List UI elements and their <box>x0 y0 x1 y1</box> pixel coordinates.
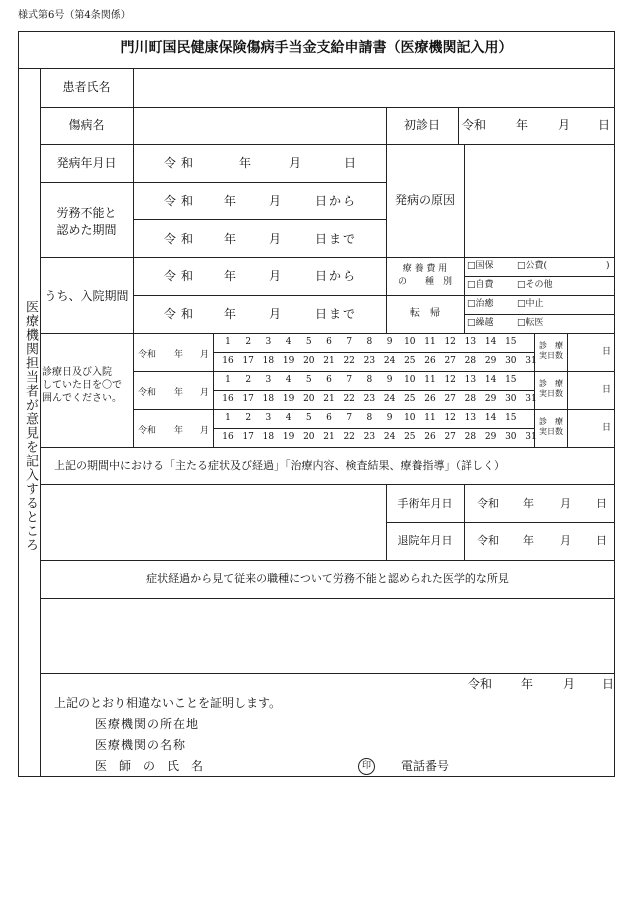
era-label: 令和 <box>164 232 199 246</box>
calendar-day-cell[interactable]: 12 <box>444 337 456 347</box>
calendar-day-cell[interactable]: 10 <box>404 413 416 423</box>
era-label: 令和 <box>164 194 199 208</box>
calendar-day-cell[interactable]: 2 <box>245 375 252 385</box>
calendar-day-cell[interactable]: 11 <box>424 375 436 385</box>
calendar-day-cell[interactable]: 22 <box>343 394 355 404</box>
month-label: 月 <box>269 194 282 208</box>
calendar-day-cell[interactable]: 5 <box>305 413 312 423</box>
calendar-day-cell[interactable]: 14 <box>484 375 497 385</box>
month-label: 月 <box>560 497 571 510</box>
form-number-label: 様式第6号（第4条関係） <box>18 10 131 21</box>
era-label: 令和 <box>468 677 493 691</box>
incapacity-from-field[interactable] <box>134 183 386 219</box>
calendar-day-cell[interactable]: 13 <box>464 337 477 347</box>
medical-fee-label-line1: 療 養 費 用 <box>402 264 448 274</box>
opinion-field[interactable] <box>41 599 614 673</box>
month-label: 月 <box>200 350 210 360</box>
calendar-day-cell[interactable]: 17 <box>242 394 254 404</box>
hospitalization-from-field[interactable] <box>134 258 386 295</box>
checkbox-chushi[interactable]: □中止 <box>517 299 544 309</box>
year-label: 年 <box>174 426 184 436</box>
day-label: 日 <box>602 677 615 691</box>
checkbox-sonota[interactable]: □その他 <box>517 280 553 290</box>
day-suffix: 日 <box>601 385 611 395</box>
year-label: 年 <box>224 232 237 246</box>
checkbox-kouhi[interactable]: □公費( <box>517 261 548 271</box>
month-label: 月 <box>269 232 282 246</box>
calendar-day-cell[interactable]: 7 <box>346 413 353 423</box>
calendar-day-cell[interactable]: 4 <box>285 375 292 385</box>
calendar-day-cell[interactable]: 9 <box>386 413 393 423</box>
instruction-line: 囲んでください。 <box>42 393 122 404</box>
month-label: 月 <box>269 307 282 321</box>
to-suffix: 日まで <box>315 307 358 321</box>
calendar-day-cell[interactable]: 4 <box>285 337 292 347</box>
medical-fee-label-line2: の 種 別 <box>397 277 452 287</box>
facility-location-label: 医療機関の所在地 <box>95 717 200 731</box>
calendar-day-cell[interactable]: 18 <box>262 356 275 366</box>
calendar-day-cell[interactable]: 15 <box>505 337 517 347</box>
calendar-day-cell[interactable]: 29 <box>484 432 497 442</box>
calendar-day-cell[interactable]: 13 <box>464 413 477 423</box>
calendar-day-cell[interactable]: 8 <box>366 337 373 347</box>
from-suffix: 日から <box>315 194 358 208</box>
calendar-day-cell[interactable]: 18 <box>262 394 275 404</box>
calendar-day-cell[interactable]: 7 <box>346 375 353 385</box>
calendar-day-cell[interactable]: 27 <box>444 356 456 366</box>
calendar-day-cell[interactable]: 29 <box>484 356 497 366</box>
era-label: 令和 <box>164 269 199 283</box>
onset-cause-field[interactable] <box>465 145 614 257</box>
day-label: 日 <box>596 534 607 547</box>
month-label: 月 <box>289 156 302 170</box>
calendar-day-cell[interactable]: 21 <box>323 394 335 404</box>
treatment-days-label <box>535 341 567 361</box>
month-label: 月 <box>563 677 576 691</box>
calendar-day-cell[interactable]: 9 <box>386 337 393 347</box>
year-label: 年 <box>224 194 237 208</box>
calendar-day-cell[interactable]: 6 <box>326 375 332 385</box>
calendar-day-cell[interactable]: 24 <box>383 432 396 442</box>
era-label: 令和 <box>164 156 199 170</box>
year-label: 年 <box>174 350 184 360</box>
calendar-day-cell[interactable]: 20 <box>303 432 315 442</box>
side-label: 医療機関担当者が意見を記入するところ <box>23 300 38 552</box>
calendar-day-cell[interactable]: 21 <box>323 432 335 442</box>
first-visit-label: 初診日 <box>403 118 440 132</box>
discharge-date-label: 退院年月日 <box>397 534 453 547</box>
onset-cause-label: 発病の原因 <box>394 193 455 207</box>
calendar-day-cell[interactable]: 6 <box>326 413 332 423</box>
calendar-day-cell[interactable]: 16 <box>222 356 234 366</box>
era-label: 令和 <box>477 534 499 547</box>
treatment-days-field[interactable] <box>568 334 614 371</box>
calendar-day-cell[interactable]: 28 <box>464 432 477 442</box>
calendar-day-cell[interactable]: 25 <box>404 394 416 404</box>
doctor-name-label: 医 師 の 氏 名 <box>95 759 204 773</box>
era-label: 令和 <box>462 118 487 132</box>
disease-name-field[interactable] <box>134 108 386 144</box>
calendar-day-cell[interactable]: 3 <box>265 375 272 385</box>
from-suffix: 日から <box>315 269 358 283</box>
calendar-day-cell[interactable]: 8 <box>366 413 373 423</box>
calendar-day-cell[interactable]: 3 <box>265 337 272 347</box>
calendar-day-cell[interactable]: 3 <box>265 413 272 423</box>
count-label-line1: 診 療 <box>539 341 563 350</box>
calendar-day-cell[interactable]: 31 <box>525 394 537 404</box>
year-label: 年 <box>224 269 237 283</box>
symptoms-field[interactable] <box>41 485 386 560</box>
calendar-day-cell[interactable]: 10 <box>404 375 416 385</box>
calendar-day-cell[interactable]: 21 <box>323 356 335 366</box>
calendar-day-cell[interactable]: 4 <box>285 413 292 423</box>
calendar-day-cell[interactable]: 30 <box>505 356 517 366</box>
calendar-day-cell[interactable]: 30 <box>505 432 517 442</box>
opinion-heading: 症状経過から見て従来の職種について労務不能と認められた医学的な所見 <box>146 572 509 585</box>
calendar-day-cell[interactable]: 26 <box>424 432 436 442</box>
era-label: 令和 <box>138 350 157 360</box>
calendar-day-cell[interactable]: 22 <box>343 432 355 442</box>
calendar-day-cell[interactable]: 2 <box>245 413 252 423</box>
incapacity-to-field[interactable] <box>134 220 386 257</box>
calendar-month-label[interactable] <box>138 347 212 360</box>
incapacity-period-label <box>40 205 133 239</box>
count-label-line1: 診 療 <box>539 417 563 426</box>
calendar-day-cell[interactable]: 1 <box>225 413 231 423</box>
calendar-day-cell[interactable]: 1 <box>225 375 231 385</box>
surgery-date-field[interactable] <box>465 485 614 522</box>
discharge-date-field[interactable] <box>465 523 614 560</box>
day-label: 日 <box>598 118 611 132</box>
first-visit-date-field[interactable] <box>459 108 614 144</box>
era-label: 令和 <box>477 497 499 510</box>
year-label: 年 <box>224 307 237 321</box>
era-label: 令和 <box>164 307 199 321</box>
day-label: 日 <box>344 156 357 170</box>
count-label-line2: 実日数 <box>539 427 563 436</box>
calendar-day-cell[interactable]: 31 <box>525 432 537 442</box>
calendar-day-cell[interactable]: 26 <box>424 356 436 366</box>
calendar-day-cell[interactable]: 27 <box>444 432 456 442</box>
treatment-days-field[interactable] <box>568 410 614 447</box>
calendar-day-cell[interactable]: 9 <box>386 375 393 385</box>
checkbox-jihi[interactable]: □自費 <box>467 280 494 290</box>
page-title: 門川町国民健康保険傷病手当金支給申請書（医療機関記入用） <box>120 40 513 56</box>
calendar-day-cell[interactable]: 23 <box>363 356 376 366</box>
certification-date[interactable] <box>465 678 614 694</box>
calendar-day-cell[interactable]: 17 <box>242 432 254 442</box>
seal-mark: 印 <box>358 758 375 775</box>
calendar-day-cell[interactable]: 23 <box>363 432 376 442</box>
instruction-line: していた日を〇で <box>42 380 122 391</box>
year-label: 年 <box>523 534 534 547</box>
calendar-day-cell[interactable]: 28 <box>464 394 477 404</box>
month-label: 月 <box>558 118 571 132</box>
kouhi-close-paren: ) <box>606 261 610 271</box>
calendar-day-cell[interactable]: 24 <box>383 356 396 366</box>
instruction-line: 診療日及び入院 <box>42 367 112 378</box>
calendar-day-cell[interactable]: 16 <box>222 394 234 404</box>
calendar-day-cell[interactable]: 15 <box>505 413 517 423</box>
surgery-date-label: 手術年月日 <box>397 497 453 510</box>
month-label: 月 <box>269 269 282 283</box>
calendar-day-cell[interactable]: 10 <box>404 337 416 347</box>
calendar-day-cell[interactable]: 20 <box>303 394 315 404</box>
onset-date-label: 発病年月日 <box>56 156 117 170</box>
patient-name-field[interactable] <box>134 69 614 107</box>
calendar-day-cell[interactable]: 11 <box>424 337 436 347</box>
count-label-line2: 実日数 <box>539 351 563 360</box>
count-label-line2: 実日数 <box>539 389 563 398</box>
day-suffix: 日 <box>601 347 611 357</box>
month-label: 月 <box>560 534 571 547</box>
calendar-day-cell[interactable]: 16 <box>222 432 234 442</box>
medical-fee-type-label <box>386 263 464 289</box>
calendar-month-label[interactable] <box>138 385 212 398</box>
calendar-day-cell[interactable]: 22 <box>343 356 355 366</box>
year-label: 年 <box>521 677 534 691</box>
calendar-month-label[interactable] <box>138 423 212 436</box>
calendar-day-cell[interactable]: 19 <box>282 432 295 442</box>
outcome-label: 転 帰 <box>410 308 440 319</box>
calendar-day-cell[interactable]: 14 <box>484 413 497 423</box>
checkbox-ten-i[interactable]: □転医 <box>517 318 544 328</box>
calendar-day-cell[interactable]: 17 <box>242 356 254 366</box>
calendar-day-cell[interactable]: 31 <box>525 356 537 366</box>
calendar-day-cell[interactable]: 19 <box>282 394 295 404</box>
count-label-line1: 診 療 <box>539 379 563 388</box>
to-suffix: 日まで <box>315 232 358 246</box>
calendar-day-cell[interactable]: 14 <box>484 337 497 347</box>
calendar-day-cell[interactable]: 12 <box>444 375 456 385</box>
incapacity-label-line1: 労務不能と <box>56 206 117 220</box>
onset-date-field[interactable] <box>134 145 386 182</box>
calendar-day-cell[interactable]: 20 <box>303 356 315 366</box>
hospitalization-label: うち、入院期間 <box>44 289 129 303</box>
calendar-day-cell[interactable]: 1 <box>225 337 231 347</box>
calendar-day-cell[interactable]: 27 <box>444 394 456 404</box>
calendar-day-cell[interactable]: 23 <box>363 394 376 404</box>
patient-name-label: 患者氏名 <box>62 80 111 94</box>
era-label: 令和 <box>138 388 157 398</box>
calendar-day-cell[interactable]: 19 <box>282 356 295 366</box>
calendar-day-cell[interactable]: 24 <box>383 394 396 404</box>
treatment-days-label <box>535 379 567 399</box>
checkbox-kurikoshi[interactable]: □繰越 <box>467 318 494 328</box>
symptoms-heading: 上記の期間中における「主たる症状及び経過」「治療内容、検査結果、療養指導」（詳しく） <box>54 459 505 472</box>
treatment-days-field[interactable] <box>568 372 614 409</box>
disease-name-label: 傷病名 <box>68 118 105 132</box>
day-label: 日 <box>596 497 607 510</box>
calendar-day-cell[interactable]: 2 <box>245 337 252 347</box>
day-suffix: 日 <box>601 423 611 433</box>
treatment-days-label <box>535 417 567 437</box>
year-label: 年 <box>523 497 534 510</box>
calendar-day-cell[interactable]: 15 <box>505 375 517 385</box>
calendar-day-cell[interactable]: 8 <box>366 375 373 385</box>
calendar-day-cell[interactable]: 5 <box>305 337 312 347</box>
calendar-day-cell[interactable]: 11 <box>424 413 436 423</box>
calendar-day-cell[interactable]: 30 <box>505 394 517 404</box>
calendar-day-cell[interactable]: 26 <box>424 394 436 404</box>
calendar-day-cell[interactable]: 13 <box>464 375 477 385</box>
month-label: 月 <box>200 388 210 398</box>
year-label: 年 <box>516 118 529 132</box>
checkbox-kokuho[interactable]: □国保 <box>467 261 494 271</box>
calendar-instruction <box>42 366 134 405</box>
phone-label: 電話番号 <box>401 759 450 773</box>
hospitalization-to-field[interactable] <box>134 296 386 333</box>
calendar-day-cell[interactable]: 5 <box>305 375 312 385</box>
calendar-day-cell[interactable]: 6 <box>326 337 332 347</box>
facility-name-label: 医療機関の名称 <box>95 738 187 752</box>
calendar-day-cell[interactable]: 25 <box>404 432 416 442</box>
calendar-day-cell[interactable]: 29 <box>484 394 497 404</box>
incapacity-label-line2: 認めた期間 <box>56 223 117 237</box>
checkbox-chiyu[interactable]: □治癒 <box>467 299 494 309</box>
calendar-day-cell[interactable]: 12 <box>444 413 456 423</box>
calendar-day-cell[interactable]: 18 <box>262 432 275 442</box>
certification-statement: 上記のとおり相違ないことを証明します。 <box>54 696 282 710</box>
month-label: 月 <box>200 426 210 436</box>
year-label: 年 <box>174 388 184 398</box>
calendar-day-cell[interactable]: 25 <box>404 356 416 366</box>
era-label: 令和 <box>138 426 157 436</box>
calendar-day-cell[interactable]: 7 <box>346 337 353 347</box>
calendar-day-cell[interactable]: 28 <box>464 356 477 366</box>
year-label: 年 <box>239 156 252 170</box>
